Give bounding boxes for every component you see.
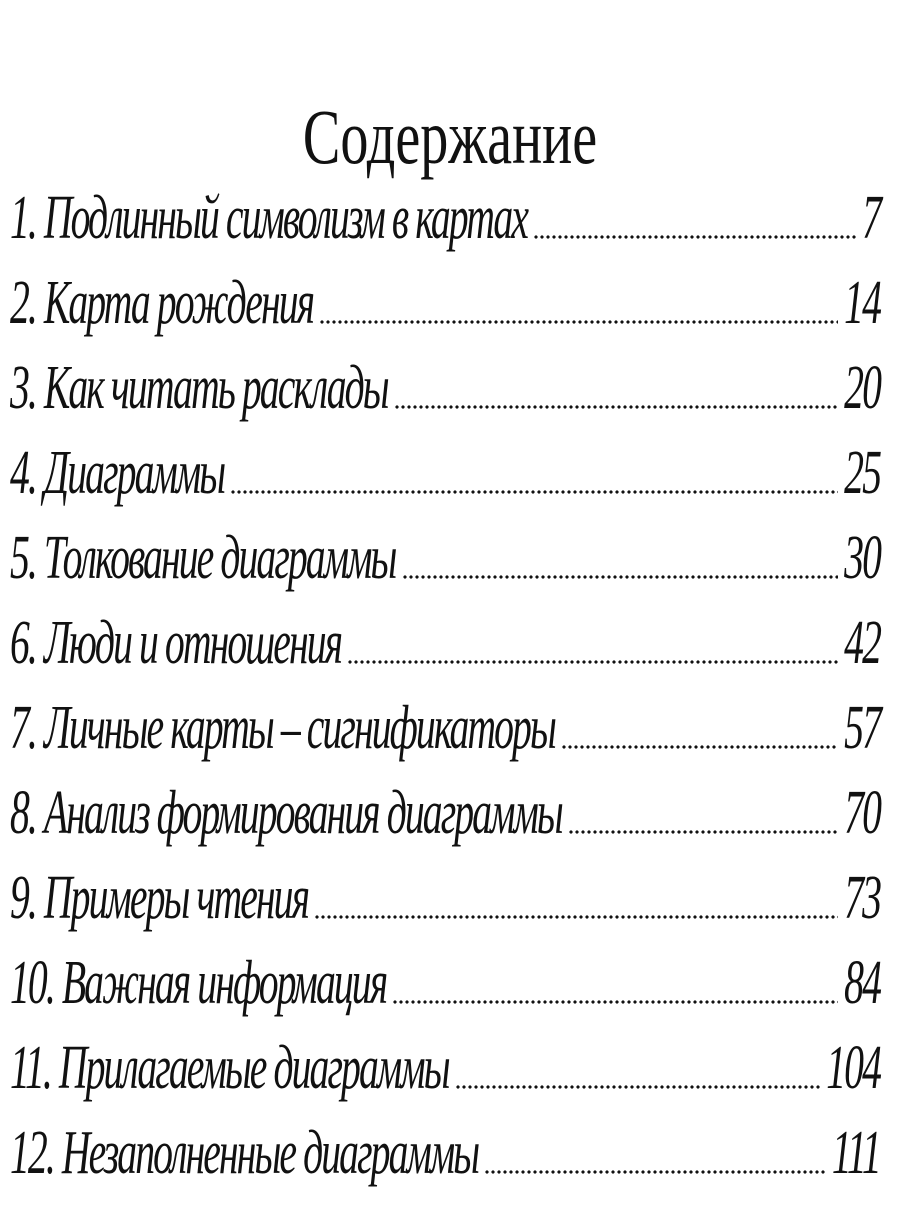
toc-entry-title: 8. Анализ формирования диаграммы — [10, 779, 562, 847]
dot-leader — [484, 1168, 826, 1176]
dot-leader — [402, 573, 838, 581]
toc-page-number: 7 — [862, 184, 880, 252]
toc-entry-title: 11. Прилагаемые диаграммы — [10, 1034, 449, 1102]
toc-entry-title: 6. Люди и отношения — [10, 609, 342, 677]
toc-page-number: 25 — [844, 439, 880, 507]
dot-leader — [455, 1083, 820, 1091]
toc-entry-title: 10. Важная информация — [10, 949, 387, 1017]
toc-page-number: 30 — [844, 524, 880, 592]
toc-page-number: 73 — [844, 864, 880, 932]
dot-leader — [319, 318, 838, 326]
page-title: Содержание — [302, 93, 598, 181]
toc-entry-title: 9. Примеры чтения — [10, 864, 309, 932]
toc-page-number: 20 — [844, 354, 880, 422]
toc-entry-title: 7. Личные карты – сигнификаторы — [10, 694, 555, 762]
dot-leader — [392, 998, 838, 1006]
toc-entry — [10, 1119, 880, 1208]
dot-leader — [561, 743, 838, 751]
toc-entry — [10, 949, 880, 1038]
toc-page-number: 70 — [844, 779, 880, 847]
toc-entry — [10, 524, 880, 613]
toc-page-number: 84 — [844, 949, 880, 1017]
table-of-contents — [10, 184, 880, 1208]
toc-page-number: 104 — [826, 1034, 880, 1102]
toc-entry-title: 3. Как читать расклады — [10, 354, 388, 422]
toc-page-number: 57 — [844, 694, 880, 762]
dot-leader — [314, 913, 838, 921]
toc-entry — [10, 184, 880, 273]
toc-entry — [10, 354, 880, 443]
toc-entry — [10, 779, 880, 868]
toc-entry — [10, 1034, 880, 1123]
toc-page-number: 42 — [844, 609, 880, 677]
toc-entry — [10, 439, 880, 528]
toc-entry-title: 1. Подлинный символизм в картах — [10, 184, 528, 252]
toc-entry — [10, 269, 880, 358]
dot-leader — [533, 233, 856, 241]
toc-entry-title: 2. Карта рождения — [10, 269, 314, 337]
toc-entry-title: 4. Диаграммы — [10, 439, 225, 507]
toc-entry-title: 12. Незаполненные диаграммы — [10, 1119, 479, 1187]
dot-leader — [230, 488, 838, 496]
toc-page-number: 111 — [832, 1119, 880, 1187]
dot-leader — [394, 403, 838, 411]
toc-page-number: 14 — [844, 269, 880, 337]
toc-entry — [10, 864, 880, 953]
toc-entry-title: 5. Толкование диаграммы — [10, 524, 396, 592]
dot-leader — [568, 828, 838, 836]
toc-entry — [10, 694, 880, 783]
toc-entry — [10, 609, 880, 698]
dot-leader — [347, 658, 838, 666]
